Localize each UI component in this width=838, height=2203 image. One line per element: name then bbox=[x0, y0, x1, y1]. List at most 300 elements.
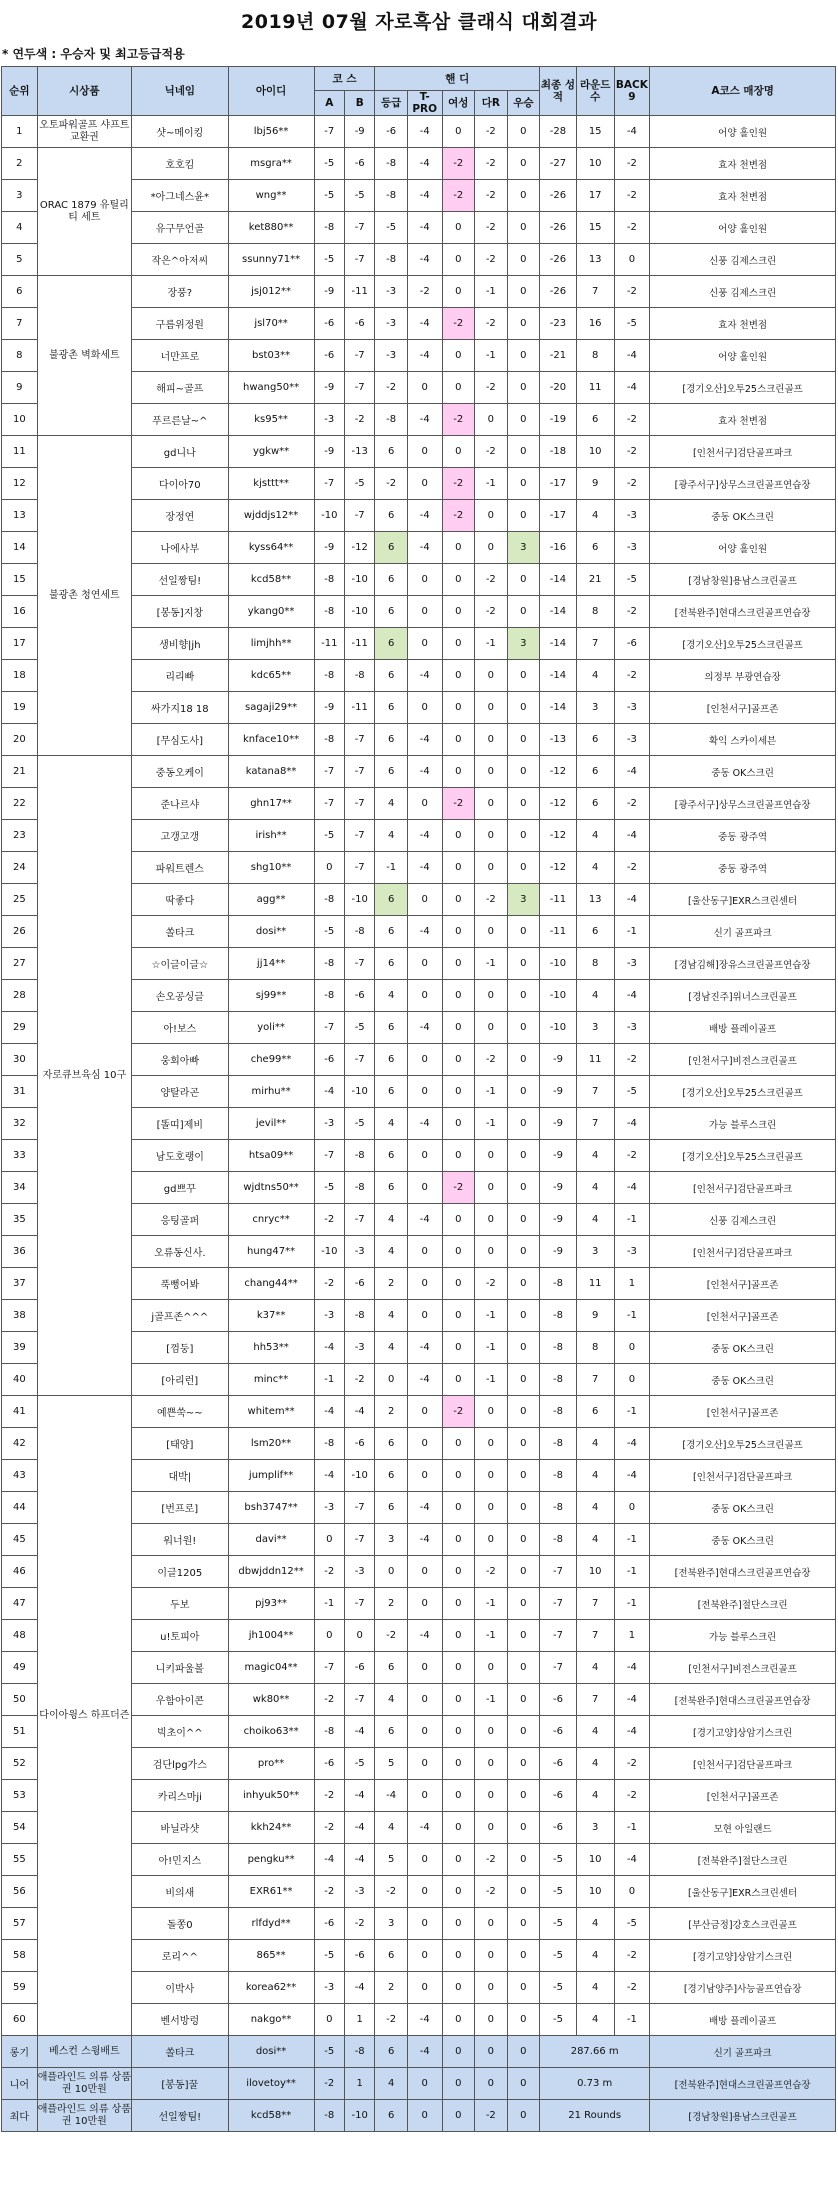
store-cell: [광주서구]상무스크린골프연습장 bbox=[650, 468, 836, 500]
tpro-cell: -4 bbox=[407, 2036, 442, 2068]
rounds-cell: 4 bbox=[576, 1908, 614, 1940]
tpro-cell: 0 bbox=[407, 372, 442, 404]
back9-cell: 0 bbox=[614, 1364, 650, 1396]
grade-cell: 2 bbox=[375, 1396, 408, 1428]
rank-cell: 24 bbox=[2, 852, 38, 884]
tpro-cell: -4 bbox=[407, 852, 442, 884]
course-a-cell: -10 bbox=[314, 1236, 344, 1268]
final-score-cell: -7 bbox=[540, 1556, 577, 1588]
win-cell: 0 bbox=[507, 1460, 540, 1492]
final-score-cell: -8 bbox=[540, 1492, 577, 1524]
course-a-cell: -9 bbox=[314, 692, 344, 724]
id-cell: ykang0** bbox=[228, 596, 314, 628]
award-label-cell: 최다 bbox=[2, 2100, 38, 2132]
prize-cell: 불광촌 청연세트 bbox=[37, 436, 131, 756]
nickname-cell: 장정연 bbox=[132, 500, 229, 532]
multi-round-cell: 0 bbox=[475, 1140, 508, 1172]
rounds-cell: 4 bbox=[576, 1204, 614, 1236]
course-a-cell: -3 bbox=[314, 1300, 344, 1332]
win-cell: 0 bbox=[507, 1268, 540, 1300]
course-b-cell: -2 bbox=[344, 404, 374, 436]
female-cell: 0 bbox=[442, 1012, 475, 1044]
female-cell: 0 bbox=[442, 820, 475, 852]
tpro-cell: 0 bbox=[407, 1268, 442, 1300]
rounds-cell: 3 bbox=[576, 1236, 614, 1268]
multi-round-cell: 0 bbox=[475, 1204, 508, 1236]
rank-cell: 49 bbox=[2, 1652, 38, 1684]
grade-cell: 6 bbox=[375, 436, 408, 468]
course-a-cell: -1 bbox=[314, 1588, 344, 1620]
grade-cell: -2 bbox=[375, 1876, 408, 1908]
course-b-cell: -5 bbox=[344, 1108, 374, 1140]
final-score-cell: -18 bbox=[540, 436, 577, 468]
header-a: A bbox=[314, 91, 344, 116]
win-cell: 0 bbox=[507, 372, 540, 404]
id-cell: dbwjddn12** bbox=[228, 1556, 314, 1588]
nickname-cell: 너만프로 bbox=[132, 340, 229, 372]
id-cell: pengku** bbox=[228, 1844, 314, 1876]
id-cell: magic04** bbox=[228, 1652, 314, 1684]
win-cell: 0 bbox=[507, 916, 540, 948]
multi-round-cell: -1 bbox=[475, 948, 508, 980]
id-cell: jevil** bbox=[228, 1108, 314, 1140]
nickname-cell: 준나르샤 bbox=[132, 788, 229, 820]
female-cell: 0 bbox=[442, 1236, 475, 1268]
store-cell: [울산동구]EXR스크린센터 bbox=[650, 884, 836, 916]
rounds-cell: 9 bbox=[576, 468, 614, 500]
rank-cell: 30 bbox=[2, 1044, 38, 1076]
win-cell: 0 bbox=[507, 756, 540, 788]
multi-round-cell: -2 bbox=[475, 148, 508, 180]
final-score-cell: -9 bbox=[540, 1140, 577, 1172]
final-score-cell: -9 bbox=[540, 1108, 577, 1140]
rank-cell: 26 bbox=[2, 916, 38, 948]
win-cell: 0 bbox=[507, 1204, 540, 1236]
id-cell: katana8** bbox=[228, 756, 314, 788]
rounds-cell: 4 bbox=[576, 1940, 614, 1972]
female-cell: 0 bbox=[442, 1652, 475, 1684]
rank-cell: 42 bbox=[2, 1428, 38, 1460]
final-score-cell: -6 bbox=[540, 1748, 577, 1780]
win-cell: 0 bbox=[507, 468, 540, 500]
multi-round-cell: -1 bbox=[475, 276, 508, 308]
grade-cell: 2 bbox=[375, 1588, 408, 1620]
win-cell: 0 bbox=[507, 596, 540, 628]
course-a-cell: 0 bbox=[314, 1524, 344, 1556]
nickname-cell: 응팅골퍼 bbox=[132, 1204, 229, 1236]
store-cell: 중동 OK스크린 bbox=[650, 1364, 836, 1396]
female-cell: 0 bbox=[442, 1620, 475, 1652]
rank-cell: 48 bbox=[2, 1620, 38, 1652]
id-cell: bst03** bbox=[228, 340, 314, 372]
back9-cell: -1 bbox=[614, 1396, 650, 1428]
id-cell: wjddjs12** bbox=[228, 500, 314, 532]
course-b-cell: -7 bbox=[344, 948, 374, 980]
back9-cell: -3 bbox=[614, 1236, 650, 1268]
store-cell: [인천서구]검단골프파크 bbox=[650, 1236, 836, 1268]
win-cell: 3 bbox=[507, 628, 540, 660]
course-a-cell: -7 bbox=[314, 1140, 344, 1172]
back9-cell: -4 bbox=[614, 820, 650, 852]
id-cell: 865** bbox=[228, 1940, 314, 1972]
rounds-cell: 4 bbox=[576, 1140, 614, 1172]
rank-cell: 43 bbox=[2, 1460, 38, 1492]
course-b-cell: -5 bbox=[344, 468, 374, 500]
course-b-cell: -7 bbox=[344, 340, 374, 372]
multi-round-cell: 0 bbox=[475, 2068, 508, 2100]
grade-cell: 4 bbox=[375, 1300, 408, 1332]
rank-cell: 34 bbox=[2, 1172, 38, 1204]
rounds-cell: 7 bbox=[576, 1108, 614, 1140]
table-row bbox=[2, 148, 836, 180]
rounds-cell: 4 bbox=[576, 1652, 614, 1684]
course-a-cell: -4 bbox=[314, 1396, 344, 1428]
win-cell: 0 bbox=[507, 1332, 540, 1364]
back9-cell: -3 bbox=[614, 692, 650, 724]
back9-cell: -2 bbox=[614, 276, 650, 308]
final-score-cell: -8 bbox=[540, 1364, 577, 1396]
id-cell: korea62** bbox=[228, 1972, 314, 2004]
grade-cell: 4 bbox=[375, 1812, 408, 1844]
win-cell: 0 bbox=[507, 1940, 540, 1972]
nickname-cell: *아그네스윤* bbox=[132, 180, 229, 212]
grade-cell: 6 bbox=[375, 884, 408, 916]
grade-cell: -6 bbox=[375, 116, 408, 148]
prize-cell: 불광촌 벽화세트 bbox=[37, 276, 131, 436]
rounds-cell: 6 bbox=[576, 404, 614, 436]
grade-cell: 6 bbox=[375, 628, 408, 660]
back9-cell: -4 bbox=[614, 1844, 650, 1876]
win-cell: 0 bbox=[507, 1556, 540, 1588]
course-b-cell: -7 bbox=[344, 1044, 374, 1076]
store-cell: [경남김해]장유스크린골프연습장 bbox=[650, 948, 836, 980]
tpro-cell: 0 bbox=[407, 1300, 442, 1332]
tpro-cell: 0 bbox=[407, 1396, 442, 1428]
tpro-cell: 0 bbox=[407, 692, 442, 724]
grade-cell: 4 bbox=[375, 2068, 408, 2100]
multi-round-cell: 0 bbox=[475, 692, 508, 724]
store-cell: [경기오산]오투25스크린골프 bbox=[650, 1076, 836, 1108]
grade-cell: 4 bbox=[375, 980, 408, 1012]
store-cell: 어양 홀인원 bbox=[650, 212, 836, 244]
back9-cell: -2 bbox=[614, 596, 650, 628]
female-cell: 0 bbox=[442, 852, 475, 884]
id-cell: ssunny71** bbox=[228, 244, 314, 276]
rank-cell: 33 bbox=[2, 1140, 38, 1172]
back9-cell: -4 bbox=[614, 1428, 650, 1460]
rounds-cell: 10 bbox=[576, 436, 614, 468]
win-cell: 0 bbox=[507, 1428, 540, 1460]
id-cell: wk80** bbox=[228, 1684, 314, 1716]
back9-cell: -2 bbox=[614, 212, 650, 244]
back9-cell: -2 bbox=[614, 1940, 650, 1972]
course-a-cell: -2 bbox=[314, 1204, 344, 1236]
win-cell: 0 bbox=[507, 1012, 540, 1044]
store-cell: 신기 골프파크 bbox=[650, 2036, 836, 2068]
id-cell: davi** bbox=[228, 1524, 314, 1556]
rank-cell: 9 bbox=[2, 372, 38, 404]
multi-round-cell: -1 bbox=[475, 1364, 508, 1396]
store-cell: [전북완주]절단스크린 bbox=[650, 1844, 836, 1876]
rounds-cell: 6 bbox=[576, 532, 614, 564]
multi-round-cell: -1 bbox=[475, 1108, 508, 1140]
course-b-cell: -6 bbox=[344, 1940, 374, 1972]
course-b-cell: -3 bbox=[344, 1332, 374, 1364]
female-cell: 0 bbox=[442, 1876, 475, 1908]
nickname-cell: 나에사부 bbox=[132, 532, 229, 564]
multi-round-cell: 0 bbox=[475, 1748, 508, 1780]
grade-cell: 5 bbox=[375, 1748, 408, 1780]
final-score-cell: -9 bbox=[540, 1044, 577, 1076]
multi-round-cell: 0 bbox=[475, 1780, 508, 1812]
grade-cell: -8 bbox=[375, 148, 408, 180]
tpro-cell: 0 bbox=[407, 468, 442, 500]
win-cell: 0 bbox=[507, 724, 540, 756]
rank-cell: 55 bbox=[2, 1844, 38, 1876]
back9-cell: -1 bbox=[614, 1556, 650, 1588]
final-score-cell: -6 bbox=[540, 1780, 577, 1812]
rank-cell: 39 bbox=[2, 1332, 38, 1364]
rounds-cell: 4 bbox=[576, 660, 614, 692]
multi-round-cell: -2 bbox=[475, 1268, 508, 1300]
female-cell: -2 bbox=[442, 1172, 475, 1204]
nickname-cell: 우함아이콘 bbox=[132, 1684, 229, 1716]
course-b-cell: -3 bbox=[344, 1556, 374, 1588]
multi-round-cell: 0 bbox=[475, 820, 508, 852]
win-cell: 0 bbox=[507, 1396, 540, 1428]
course-a-cell: -8 bbox=[314, 596, 344, 628]
id-cell: kkh24** bbox=[228, 1812, 314, 1844]
id-cell: sj99** bbox=[228, 980, 314, 1012]
nickname-cell: 해피~골프 bbox=[132, 372, 229, 404]
final-score-cell: -7 bbox=[540, 1588, 577, 1620]
id-cell: msgra** bbox=[228, 148, 314, 180]
win-cell: 0 bbox=[507, 1236, 540, 1268]
final-score-cell: -13 bbox=[540, 724, 577, 756]
tpro-cell: -4 bbox=[407, 820, 442, 852]
rounds-cell: 3 bbox=[576, 1812, 614, 1844]
course-a-cell: -6 bbox=[314, 1748, 344, 1780]
tpro-cell: -4 bbox=[407, 1492, 442, 1524]
female-cell: -2 bbox=[442, 180, 475, 212]
tpro-cell: 0 bbox=[407, 948, 442, 980]
course-a-cell: -2 bbox=[314, 1876, 344, 1908]
rank-cell: 15 bbox=[2, 564, 38, 596]
tpro-cell: 0 bbox=[407, 1076, 442, 1108]
win-cell: 3 bbox=[507, 884, 540, 916]
table-row bbox=[2, 1396, 836, 1428]
grade-cell: 3 bbox=[375, 1908, 408, 1940]
win-cell: 0 bbox=[507, 948, 540, 980]
rounds-cell: 6 bbox=[576, 1396, 614, 1428]
grade-cell: 4 bbox=[375, 788, 408, 820]
back9-cell: 0 bbox=[614, 244, 650, 276]
rounds-cell: 15 bbox=[576, 116, 614, 148]
rounds-cell: 16 bbox=[576, 308, 614, 340]
award-result-cell: 287.66 m bbox=[540, 2036, 650, 2068]
store-cell: [경기오산]오투25스크린골프 bbox=[650, 1428, 836, 1460]
female-cell: 0 bbox=[442, 724, 475, 756]
multi-round-cell: -1 bbox=[475, 1684, 508, 1716]
multi-round-cell: -2 bbox=[475, 596, 508, 628]
course-a-cell: -4 bbox=[314, 1844, 344, 1876]
id-cell: dosi** bbox=[228, 916, 314, 948]
back9-cell: -1 bbox=[614, 916, 650, 948]
nickname-cell: 벤서방렁 bbox=[132, 2004, 229, 2036]
course-a-cell: -8 bbox=[314, 2100, 344, 2132]
female-cell: 0 bbox=[442, 1748, 475, 1780]
rounds-cell: 4 bbox=[576, 820, 614, 852]
rank-cell: 5 bbox=[2, 244, 38, 276]
female-cell: 0 bbox=[442, 1908, 475, 1940]
female-cell: -2 bbox=[442, 148, 475, 180]
course-b-cell: -6 bbox=[344, 980, 374, 1012]
rank-cell: 41 bbox=[2, 1396, 38, 1428]
final-score-cell: -26 bbox=[540, 212, 577, 244]
course-b-cell: -8 bbox=[344, 2036, 374, 2068]
tpro-cell: 0 bbox=[407, 1940, 442, 1972]
female-cell: 0 bbox=[442, 1044, 475, 1076]
id-cell: che99** bbox=[228, 1044, 314, 1076]
female-cell: 0 bbox=[442, 1364, 475, 1396]
tpro-cell: -4 bbox=[407, 1524, 442, 1556]
final-score-cell: -5 bbox=[540, 1908, 577, 1940]
win-cell: 0 bbox=[507, 1300, 540, 1332]
rounds-cell: 11 bbox=[576, 1268, 614, 1300]
store-cell: [경남창원]용남스크린골프 bbox=[650, 564, 836, 596]
id-cell: k37** bbox=[228, 1300, 314, 1332]
store-cell: [경기고양]상암기스크린 bbox=[650, 1940, 836, 1972]
course-a-cell: -9 bbox=[314, 436, 344, 468]
nickname-cell: 다이아70 bbox=[132, 468, 229, 500]
final-score-cell: -17 bbox=[540, 500, 577, 532]
tpro-cell: 0 bbox=[407, 1428, 442, 1460]
female-cell: 0 bbox=[442, 884, 475, 916]
course-a-cell: -6 bbox=[314, 1908, 344, 1940]
store-cell: 신풍 김제스크린 bbox=[650, 276, 836, 308]
course-a-cell: -3 bbox=[314, 1108, 344, 1140]
final-score-cell: -5 bbox=[540, 1844, 577, 1876]
id-cell: ks95** bbox=[228, 404, 314, 436]
store-cell: [전북완주]현대스크린골프연습장 bbox=[650, 2068, 836, 2100]
grade-cell: -3 bbox=[375, 308, 408, 340]
back9-cell: -4 bbox=[614, 1684, 650, 1716]
legend-note: * 연두색 : 우승자 및 최고등급적용 bbox=[2, 47, 185, 61]
grade-cell: -2 bbox=[375, 372, 408, 404]
final-score-cell: -14 bbox=[540, 564, 577, 596]
female-cell: 0 bbox=[442, 436, 475, 468]
multi-round-cell: -2 bbox=[475, 2100, 508, 2132]
nickname-cell: 웅회아빠 bbox=[132, 1044, 229, 1076]
female-cell: 0 bbox=[442, 1684, 475, 1716]
grade-cell: 6 bbox=[375, 532, 408, 564]
multi-round-cell: -1 bbox=[475, 1588, 508, 1620]
id-cell: jh1004** bbox=[228, 1620, 314, 1652]
multi-round-cell: -2 bbox=[475, 564, 508, 596]
tpro-cell: -4 bbox=[407, 1108, 442, 1140]
rounds-cell: 4 bbox=[576, 852, 614, 884]
tpro-cell: -4 bbox=[407, 1012, 442, 1044]
tpro-cell: -4 bbox=[407, 212, 442, 244]
female-cell: 0 bbox=[442, 1108, 475, 1140]
win-cell: 0 bbox=[507, 2100, 540, 2132]
nickname-cell: 쏠타크 bbox=[132, 2036, 229, 2068]
back9-cell: -4 bbox=[614, 1652, 650, 1684]
tpro-cell: -4 bbox=[407, 148, 442, 180]
course-b-cell: -7 bbox=[344, 500, 374, 532]
store-cell: [부산금정]강호스크린골프 bbox=[650, 1908, 836, 1940]
nickname-cell: 파워트렌스 bbox=[132, 852, 229, 884]
final-score-cell: -17 bbox=[540, 468, 577, 500]
header-female: 여성 bbox=[442, 91, 475, 116]
rank-cell: 45 bbox=[2, 1524, 38, 1556]
course-a-cell: -4 bbox=[314, 1460, 344, 1492]
grade-cell: 6 bbox=[375, 1076, 408, 1108]
win-cell: 3 bbox=[507, 532, 540, 564]
rounds-cell: 8 bbox=[576, 948, 614, 980]
rounds-cell: 15 bbox=[576, 212, 614, 244]
id-cell: pj93** bbox=[228, 1588, 314, 1620]
final-score-cell: -26 bbox=[540, 276, 577, 308]
course-a-cell: -2 bbox=[314, 1268, 344, 1300]
multi-round-cell: 0 bbox=[475, 532, 508, 564]
rounds-cell: 6 bbox=[576, 916, 614, 948]
store-cell: [전북완주]현대스크린골프연습장 bbox=[650, 596, 836, 628]
store-cell: 효자 천변점 bbox=[650, 308, 836, 340]
grade-cell: 6 bbox=[375, 1172, 408, 1204]
course-a-cell: -9 bbox=[314, 532, 344, 564]
nickname-cell: 구름위정원 bbox=[132, 308, 229, 340]
nickname-cell: [봉동]꿀 bbox=[132, 2068, 229, 2100]
rank-cell: 14 bbox=[2, 532, 38, 564]
final-score-cell: -5 bbox=[540, 1972, 577, 2004]
id-cell: ygkw** bbox=[228, 436, 314, 468]
store-cell: 신기 골프파크 bbox=[650, 916, 836, 948]
store-cell: [인천서구]골프존 bbox=[650, 692, 836, 724]
grade-cell: 5 bbox=[375, 1844, 408, 1876]
tpro-cell: 0 bbox=[407, 596, 442, 628]
rank-cell: 19 bbox=[2, 692, 38, 724]
multi-round-cell: 0 bbox=[475, 1524, 508, 1556]
tpro-cell: -4 bbox=[407, 660, 442, 692]
prize-cell: 다이아윙스 하프더즌 bbox=[37, 1396, 131, 2036]
grade-cell: -4 bbox=[375, 1780, 408, 1812]
store-cell: [전북완주]현대스크린골프연습장 bbox=[650, 1556, 836, 1588]
rounds-cell: 7 bbox=[576, 1076, 614, 1108]
store-cell: 중동 광주역 bbox=[650, 820, 836, 852]
store-cell: 가능 블루스크린 bbox=[650, 1108, 836, 1140]
rounds-cell: 4 bbox=[576, 1460, 614, 1492]
header-handicap: 핸 디 bbox=[375, 67, 540, 91]
win-cell: 0 bbox=[507, 564, 540, 596]
course-b-cell: -3 bbox=[344, 1236, 374, 1268]
rounds-cell: 21 bbox=[576, 564, 614, 596]
back9-cell: -2 bbox=[614, 1780, 650, 1812]
course-a-cell: -2 bbox=[314, 1556, 344, 1588]
final-score-cell: -12 bbox=[540, 820, 577, 852]
rounds-cell: 8 bbox=[576, 340, 614, 372]
back9-cell: -5 bbox=[614, 1908, 650, 1940]
id-cell: sagaji29** bbox=[228, 692, 314, 724]
female-cell: 0 bbox=[442, 1428, 475, 1460]
tpro-cell: -4 bbox=[407, 916, 442, 948]
course-b-cell: -7 bbox=[344, 1524, 374, 1556]
back9-cell: -4 bbox=[614, 884, 650, 916]
back9-cell: -5 bbox=[614, 308, 650, 340]
rank-cell: 23 bbox=[2, 820, 38, 852]
tpro-cell: 0 bbox=[407, 436, 442, 468]
multi-round-cell: 0 bbox=[475, 1460, 508, 1492]
